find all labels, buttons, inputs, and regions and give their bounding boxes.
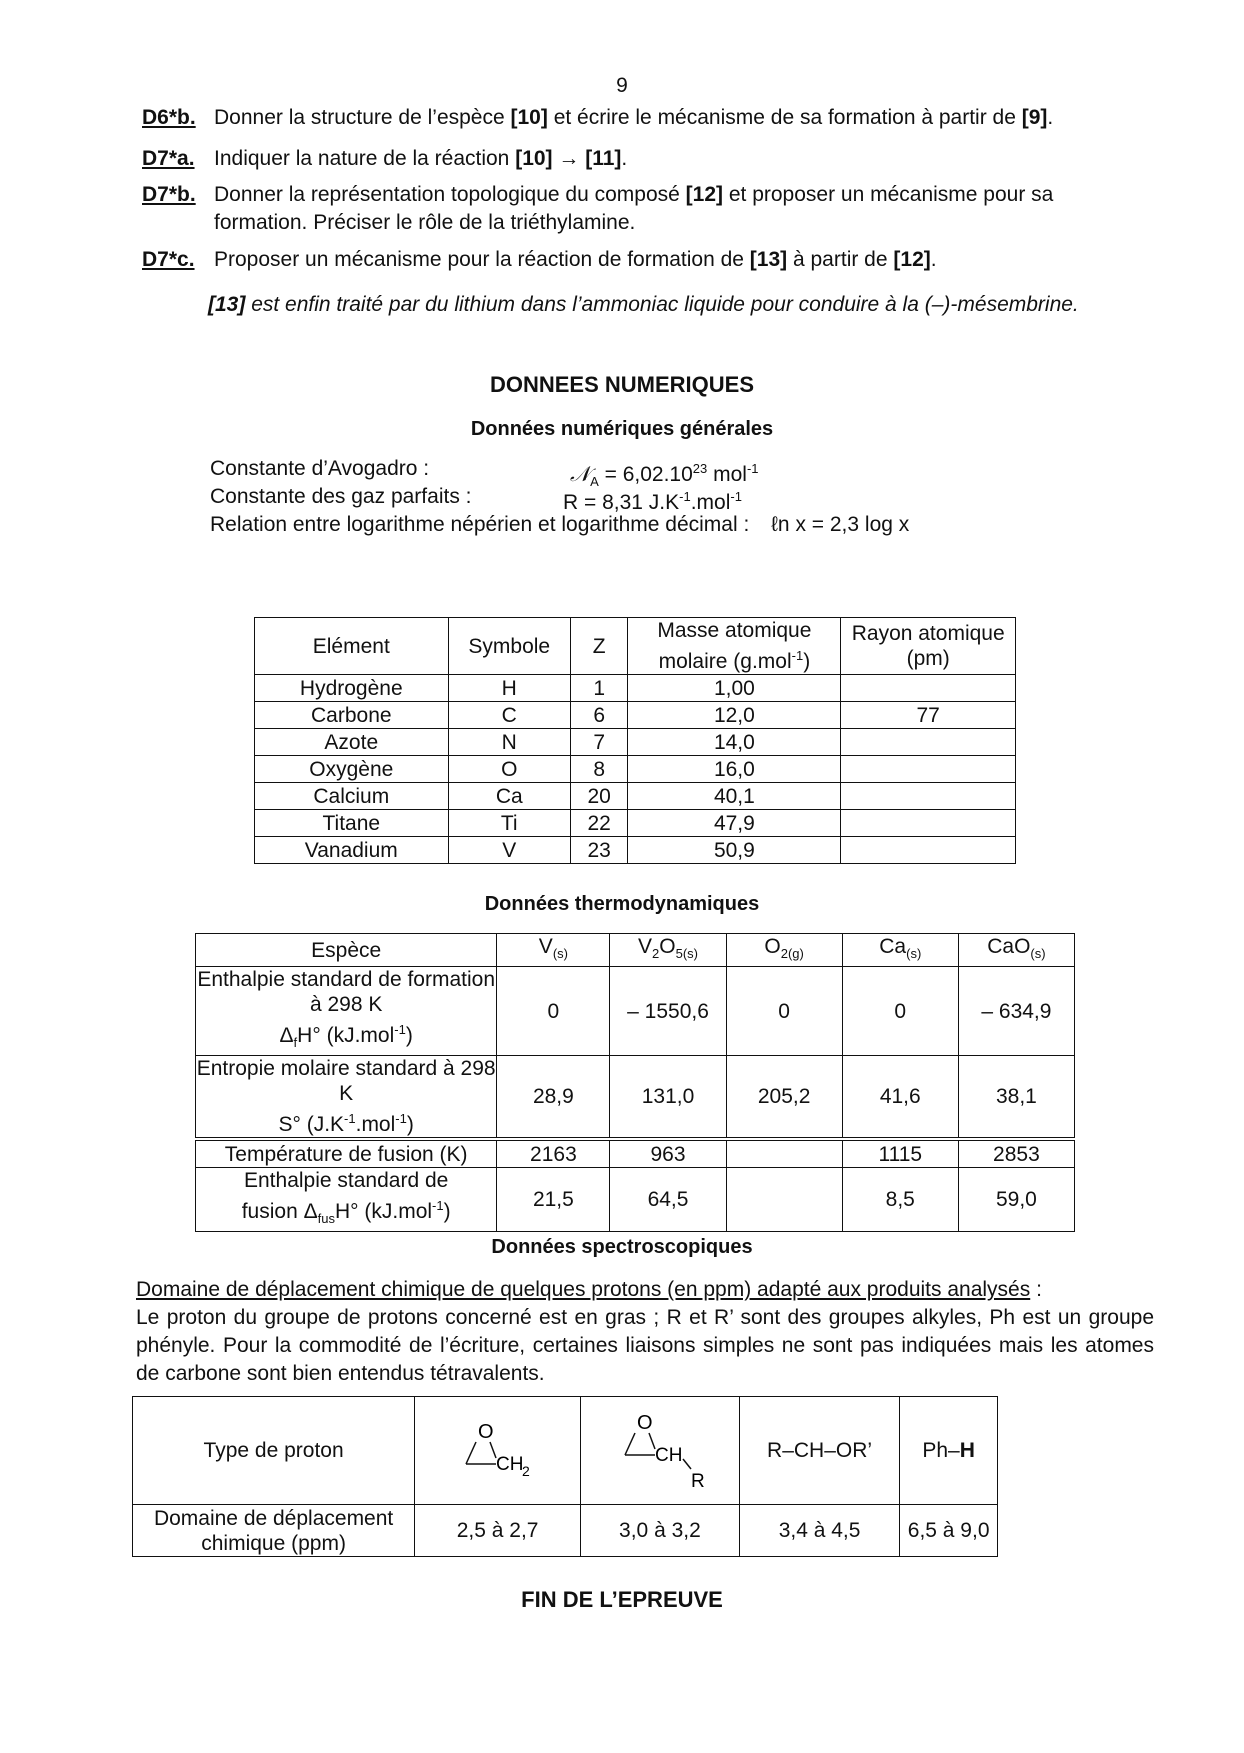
table-row: Enthalpie standard de formation à 298 K $\Delta_fH^\circ$ (kJ.mol$^{-1}$) 0 – 1550,6 0 0 – 634,9 <box>196 967 1075 1056</box>
spectro-intro <box>136 1276 1154 1388</box>
svg-text:CH: CH <box>654 1444 683 1466</box>
gas-exp: -1 <box>679 489 691 504</box>
row-label: Température de fusion (K) <box>196 1139 497 1167</box>
general-constants <box>210 455 1170 539</box>
svg-text:R: R <box>690 1470 705 1492</box>
elements-table <box>254 617 1016 864</box>
question-d7a <box>142 145 1152 173</box>
spectro-table <box>132 1396 998 1557</box>
question-text: . <box>930 248 937 271</box>
end-of-exam: FIN DE L’EPREUVE <box>521 1587 723 1612</box>
question-text: Donner la représentation topologique du composé <box>214 183 686 206</box>
species-v2o5: $V_2O_{5(s)}$ <box>610 934 726 967</box>
compound-ref: [9] <box>1021 106 1048 129</box>
table-row: Titane Ti 22 47,9 <box>255 810 1016 837</box>
closing-note <box>142 291 1152 319</box>
log-relation-value: ℓn x = 2,3 log x <box>771 513 910 536</box>
species-cao: CaO$_{(s)}$ <box>958 934 1074 967</box>
spectro-intro-text: Le proton du groupe de protons concerné est en gras ; R et R’ sont des groupes alkyles, Ph est un groupe phényle. Pour la commodité de l’écriture, certaines liaisons simples ne sont pas indiquées mais les atomes de carbone sont bien entendus tétravalents. <box>136 1306 1154 1385</box>
avogadro-value: = 6,02.10 <box>598 463 693 486</box>
species-o2: $O_{2(g)}$ <box>726 934 842 967</box>
spectro-intro-heading: Domaine de déplacement chimique de quelques protons (en ppm) adapté aux produits analysés <box>136 1278 1031 1301</box>
col-header: Espèce <box>196 934 497 967</box>
species-ca: $Ca_{(s)}$ <box>842 934 958 967</box>
question-label: D6*b. <box>142 106 196 129</box>
question-text: . <box>621 147 628 170</box>
question-label: D7*c. <box>142 248 195 271</box>
table-row: Oxygène O 8 16,0 <box>255 756 1016 783</box>
epoxide-ch2-structure <box>438 1408 558 1488</box>
compound-ref: [12] <box>685 183 724 206</box>
page-number: 9 <box>616 74 628 97</box>
col-header: Masse atomique molaire (g.mol$^{-1}$) <box>628 618 841 675</box>
question-text: Donner la structure de l’espèce <box>214 106 511 129</box>
question-text: et proposer un mécanisme pour sa formation. Préciser le rôle de la triéthylamine. <box>214 183 1054 234</box>
question-text: Indiquer la nature de la réaction <box>214 147 516 170</box>
table-row: Vanadium V 23 50,9 <box>255 837 1016 864</box>
row-label: Entropie molaire standard à 298 K S° $(J.K^{-1}.mol^{-1})$ <box>196 1056 497 1140</box>
question-label: D7*a. <box>142 147 195 170</box>
question-text: . <box>1047 106 1054 129</box>
col-header: Symbole <box>448 618 570 675</box>
general-data-title: Données numériques générales <box>470 418 774 440</box>
svg-text:O: O <box>477 1420 494 1443</box>
type-ph-h: Ph–H <box>900 1397 998 1505</box>
avogadro-unit: mol <box>707 463 747 486</box>
table-row: Température de fusion (K) 2163 963 1115 2853 <box>196 1139 1075 1167</box>
avogadro-unit-exp: -1 <box>746 461 759 476</box>
svg-text:CH: CH <box>495 1453 524 1475</box>
col-header: Z <box>570 618 627 675</box>
gas-constant-label: Constante des gaz parfaits : <box>210 485 472 508</box>
species-v: $V_{(s)}$ <box>497 934 610 967</box>
row-label: Domaine de déplacement chimique (ppm) <box>133 1505 415 1557</box>
question-text: à partir de <box>787 248 894 271</box>
table-row: Domaine de déplacement chimique (ppm) 2,5 à 2,7 3,0 à 3,2 3,4 à 4,5 6,5 à 9,0 <box>133 1505 998 1557</box>
row-label: Enthalpie standard de fusion $\Delta_{fus}H^\circ$ (kJ.mol$^{-1}$) <box>196 1167 497 1231</box>
note-text: est enfin traité par du lithium dans l’ammoniac liquide pour conduire à la (–)-mésembrine. <box>245 293 1079 316</box>
table-row: Azote N 7 14,0 <box>255 729 1016 756</box>
epoxide-chr <box>580 1397 739 1505</box>
question-d6b <box>142 104 1152 132</box>
question-d7b <box>142 181 1152 237</box>
log-relation-label: Relation entre logarithme népérien et logarithme décimal : <box>210 513 750 536</box>
section-title: DONNEES NUMERIQUES <box>489 372 755 397</box>
svg-text:2: 2 <box>521 1462 530 1479</box>
col-header: Rayon atomique (pm) <box>841 618 1016 675</box>
epoxide-ch2 <box>415 1397 581 1505</box>
table-row: Calcium Ca 20 40,1 <box>255 783 1016 810</box>
gas-exp: -1 <box>730 489 742 504</box>
col-header: Elément <box>255 618 449 675</box>
row-label: Type de proton <box>133 1397 415 1505</box>
compound-ref: [10] <box>510 106 548 129</box>
thermo-table <box>195 933 1075 1232</box>
epoxide-chr-structure <box>595 1403 725 1493</box>
question-text: et écrire le mécanisme de sa formation à partir de <box>547 106 1022 129</box>
compound-ref: [12] <box>893 248 931 271</box>
table-row: Enthalpie standard de fusion $\Delta_{fus}H^\circ$ (kJ.mol$^{-1}$) 21,5 64,5 8,5 59,0 <box>196 1167 1075 1231</box>
table-row: Carbone C 6 12,0 77 <box>255 702 1016 729</box>
compound-ref: [10] → [11] <box>515 147 622 170</box>
svg-text:O: O <box>636 1411 653 1434</box>
avogadro-label: Constante d’Avogadro : <box>210 457 430 480</box>
spectro-title: Données spectroscopiques <box>491 1236 753 1258</box>
table-row: Entropie molaire standard à 298 K S° $(J.K^{-1}.mol^{-1})$ 28,9 131,0 205,2 41,6 38,1 <box>196 1056 1075 1140</box>
compound-ref: [13] <box>749 248 788 271</box>
colon: : <box>1030 1278 1042 1301</box>
avogadro-symbol: 𝒩 <box>570 463 591 486</box>
compound-ref: [13] <box>208 293 246 316</box>
type-r-ch-or: R–CH–OR’ <box>739 1397 899 1505</box>
question-d7c <box>142 246 1152 274</box>
gas-constant-value: R = 8,31 J.K <box>563 491 680 514</box>
thermo-title: Données thermodynamiques <box>484 893 760 915</box>
avogadro-exp: 23 <box>692 461 708 476</box>
question-text: Proposer un mécanisme pour la réaction de formation de <box>214 248 750 271</box>
gas-unit: .mol <box>690 491 731 514</box>
avogadro-sub: A <box>590 474 599 490</box>
question-label: D7*b. <box>142 183 196 206</box>
table-row: Hydrogène H 1 1,00 <box>255 675 1016 702</box>
row-label: Enthalpie standard de formation à 298 K $\Delta_fH^\circ$ (kJ.mol$^{-1}$) <box>196 967 497 1056</box>
